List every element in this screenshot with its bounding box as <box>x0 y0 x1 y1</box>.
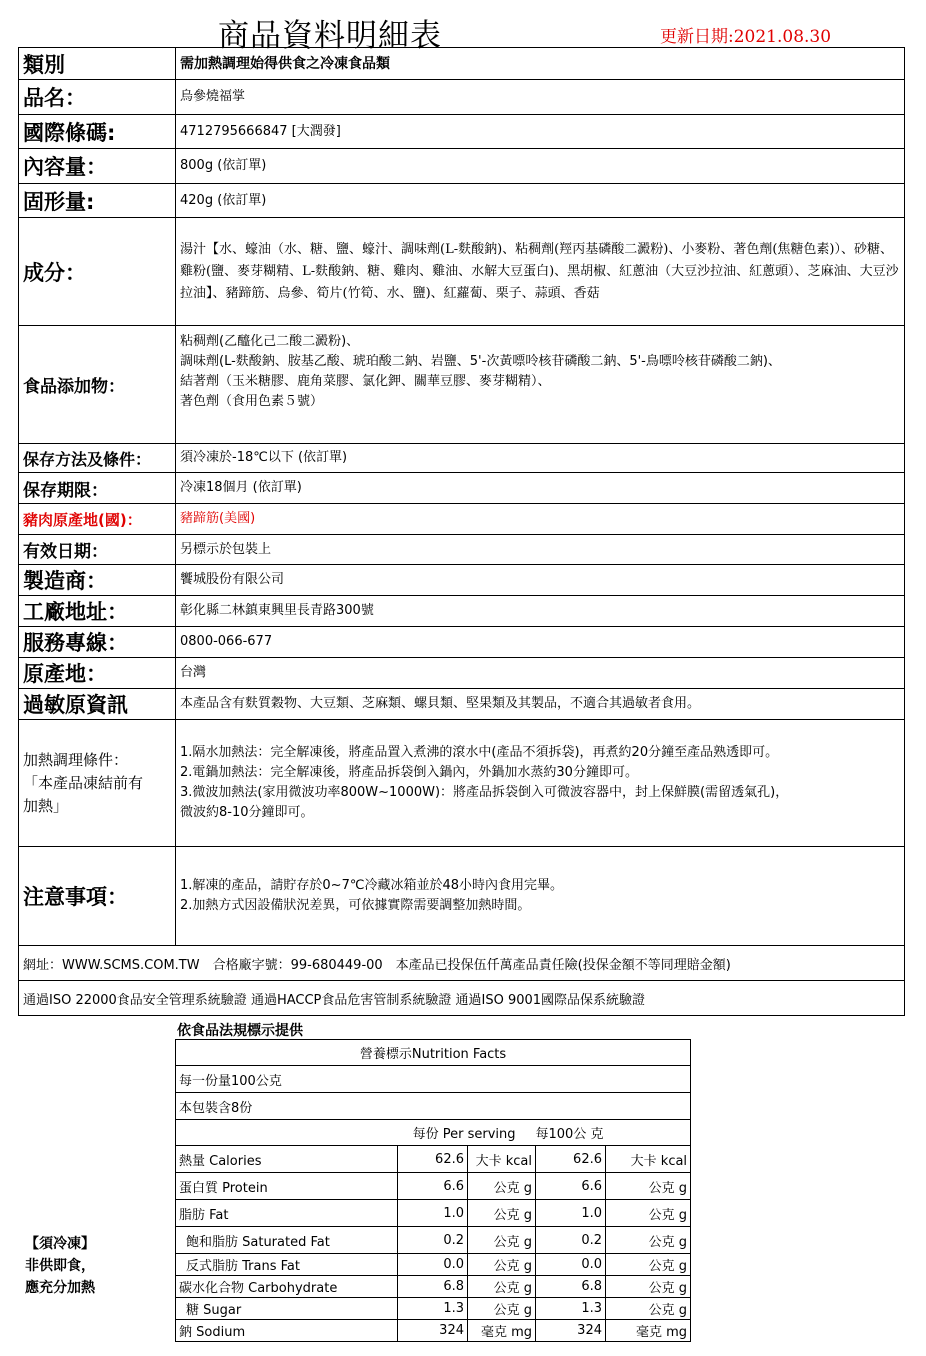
additive-line: 調味劑(L-麩酸鈉、胺基乙酸、琥珀酸二鈉、岩鹽、5'-次黃嘌呤核苷磷酸二鈉、5'-鳥嘌呤核苷磷酸二鈉)、 <box>180 354 781 369</box>
row-allergen <box>19 689 905 720</box>
serving-size: 每一份量100公克 <box>176 1066 691 1093</box>
per-100g-value: 6.8 <box>536 1276 606 1298</box>
nutrition-row <box>176 1227 691 1254</box>
row-certs <box>19 981 905 1016</box>
additive-line: 結著劑（玉米糖膠、鹿角菜膠、氯化鉀、關華豆膠、麥芽糊精）、 <box>180 374 551 389</box>
col-per-serving: 每份 Per serving <box>176 1120 536 1146</box>
per-serving-unit: 公克 g <box>468 1254 536 1276</box>
factory-value: 彰化縣二林鎮東興里長青路300號 <box>176 596 905 627</box>
per-serving-value: 6.6 <box>398 1173 468 1200</box>
cooking-line: 3.微波加熱法(家用微波功率800W~1000W)：將產品拆袋倒入可微波容器中，封上保鮮膜(需留透氣孔)， <box>180 785 789 800</box>
nutrition-row <box>176 1276 691 1298</box>
row-solid <box>19 184 905 218</box>
nutrient-name: 糖 Sugar <box>176 1298 398 1320</box>
nutrition-row <box>176 1173 691 1200</box>
row-factory <box>19 596 905 627</box>
per-serving-value: 1.0 <box>398 1200 468 1227</box>
nutrition-rows <box>176 1146 691 1342</box>
origin-label: 原產地： <box>19 658 176 689</box>
per-100g-unit: 公克 g <box>606 1200 691 1227</box>
solid-value: 420g (依訂單) <box>176 184 905 218</box>
per-serving-unit: 公克 g <box>468 1276 536 1298</box>
notes-label: 注意事項： <box>19 847 176 946</box>
per-serving-value: 62.6 <box>398 1146 468 1173</box>
nutrition-row <box>176 1146 691 1173</box>
nutrient-name: 飽和脂肪 Saturated Fat <box>176 1227 398 1254</box>
solid-label: 固形量: <box>19 184 176 218</box>
per-100g-value: 1.3 <box>536 1298 606 1320</box>
per-100g-unit: 公克 g <box>606 1254 691 1276</box>
nutrition-row <box>176 1254 691 1276</box>
additive-line: 粘稠劑(乙醯化己二酸二澱粉)、 <box>180 334 360 349</box>
per-100g-unit: 公克 g <box>606 1276 691 1298</box>
per-serving-value: 0.2 <box>398 1227 468 1254</box>
per-serving-value: 6.8 <box>398 1276 468 1298</box>
row-website <box>19 946 905 981</box>
cooking-label-line: 加熱」 <box>23 796 69 815</box>
maker-value: 饗城股份有限公司 <box>176 565 905 596</box>
row-service <box>19 627 905 658</box>
row-category <box>19 48 905 80</box>
per-100g-value: 324 <box>536 1320 606 1342</box>
row-notes <box>19 847 905 946</box>
notes-line: 1.解凍的產品，請貯存於0~7℃冷藏冰箱並於48小時內食用完畢。 <box>180 878 563 893</box>
additives-value <box>176 326 905 444</box>
side-note-line: 應充分加熱 <box>25 1280 95 1296</box>
per-100g-value: 62.6 <box>536 1146 606 1173</box>
ingredients-value: 湯汁【水、蠔油（水、糖、鹽、蠔汁、調味劑(L-麩酸鈉)、粘稠劑(羥丙基磷酸二澱粉)、小麥粉、著色劑(焦糖色素)）、砂糖、雞粉(鹽、麥芽糊精、L-麩酸鈉、糖、雞肉、雞油、水解大豆蛋白)、黑胡椒、紅蔥油（大豆沙拉油、紅蔥頭）、芝麻油、大豆沙拉油】、豬蹄筋、烏參、筍片(竹筍、水、鹽)、紅蘿蔔、栗子、蒜頭、香菇 <box>176 218 905 326</box>
per-serving-value: 0.0 <box>398 1254 468 1276</box>
cooking-label <box>19 720 176 847</box>
per-serving-value: 1.3 <box>398 1298 468 1320</box>
nutrition-row <box>176 1320 691 1342</box>
row-content <box>19 149 905 184</box>
notes-value <box>176 847 905 946</box>
service-label: 服務專線： <box>19 627 176 658</box>
col-per-100g: 每100公 克 <box>536 1120 691 1146</box>
per-serving-value: 324 <box>398 1320 468 1342</box>
per-100g-value: 1.0 <box>536 1200 606 1227</box>
factory-label: 工廠地址： <box>19 596 176 627</box>
per-serving-unit: 公克 g <box>468 1227 536 1254</box>
per-100g-value: 6.6 <box>536 1173 606 1200</box>
per-serving-unit: 大卡 kcal <box>468 1146 536 1173</box>
additive-line: 著色劑（食用色素５號） <box>180 394 324 409</box>
nutrition-row <box>176 1200 691 1227</box>
per-100g-value: 0.0 <box>536 1254 606 1276</box>
per-100g-unit: 公克 g <box>606 1298 691 1320</box>
row-expiry <box>19 535 905 565</box>
nutrient-name: 脂肪 Fat <box>176 1200 398 1227</box>
row-maker <box>19 565 905 596</box>
row-storage <box>19 444 905 473</box>
cooking-line: 微波約8-10分鐘即可。 <box>180 805 314 820</box>
per-serving-unit: 毫克 mg <box>468 1320 536 1342</box>
nutrient-name: 熱量 Calories <box>176 1146 398 1173</box>
allergen-value: 本產品含有麩質穀物、大豆類、芝麻類、螺貝類、堅果類及其製品，不適合其過敏者食用。 <box>176 689 905 720</box>
per-serving-unit: 公克 g <box>468 1173 536 1200</box>
nutrition-row <box>176 1298 691 1320</box>
row-ingredients <box>19 218 905 326</box>
side-note-line: 非供即食， <box>25 1258 95 1274</box>
per-serving-unit: 公克 g <box>468 1200 536 1227</box>
shelf-value: 冷凍18個月 (依訂單) <box>176 473 905 504</box>
ingredients-label: 成分： <box>19 218 176 326</box>
origin-value: 台灣 <box>176 658 905 689</box>
row-pork-origin <box>19 504 905 535</box>
expiry-label: 有效日期： <box>19 535 176 565</box>
pork-origin-label: 豬肉原產地(國)： <box>19 504 176 535</box>
per-100g-unit: 毫克 mg <box>606 1320 691 1342</box>
barcode-value: 4712795666847 [大潤發] <box>176 115 905 149</box>
maker-label: 製造商： <box>19 565 176 596</box>
row-additives <box>19 326 905 444</box>
nutrient-name: 蛋白質 Protein <box>176 1173 398 1200</box>
law-note: 依食品法規標示提供 <box>177 1023 303 1039</box>
pork-origin-value: 豬蹄筋(美國) <box>176 504 905 535</box>
row-barcode <box>19 115 905 149</box>
content-label: 內容量： <box>19 149 176 184</box>
row-shelf <box>19 473 905 504</box>
storage-label: 保存方法及條件： <box>19 444 176 473</box>
product-info-table <box>18 47 905 1016</box>
per-100g-value: 0.2 <box>536 1227 606 1254</box>
nutrition-table <box>175 1039 691 1342</box>
shelf-label: 保存期限： <box>19 473 176 504</box>
nutrient-name: 鈉 Sodium <box>176 1320 398 1342</box>
storage-value: 須冷凍於-18℃以下 (依訂單) <box>176 444 905 473</box>
barcode-label: 國際條碼: <box>19 115 176 149</box>
per-serving-unit: 公克 g <box>468 1298 536 1320</box>
row-cooking <box>19 720 905 847</box>
service-value: 0800-066-677 <box>176 627 905 658</box>
allergen-label: 過敏原資訊 <box>19 689 176 720</box>
row-name <box>19 80 905 115</box>
notes-line: 2.加熱方式因設備狀況差異，可依據實際需要調整加熱時間。 <box>180 898 531 913</box>
cooking-line: 2.電鍋加熱法：完全解凍後，將產品拆袋倒入鍋內，外鍋加水蒸約30分鐘即可。 <box>180 765 638 780</box>
cooking-label-line: 加熱調理條件： <box>23 750 129 769</box>
nutrient-name: 碳水化合物 Carbohydrate <box>176 1276 398 1298</box>
cooking-line: 1.隔水加熱法：完全解凍後，將產品置入煮沸的滾水中(產品不須拆袋)，再煮約20分鐘至產品熟透即可。 <box>180 745 779 760</box>
expiry-value: 另標示於包裝上 <box>176 535 905 565</box>
cooking-value <box>176 720 905 847</box>
per-100g-unit: 大卡 kcal <box>606 1146 691 1173</box>
row-origin <box>19 658 905 689</box>
side-note-line: 【須冷凍】 <box>25 1236 95 1252</box>
cooking-label-line: 「本產品凍結前有 <box>23 773 144 792</box>
nutrient-name: 反式脂肪 Trans Fat <box>176 1254 398 1276</box>
name-label: 品名： <box>19 80 176 115</box>
category-label: 類別 <box>19 48 176 80</box>
certifications: 通過ISO 22000食品安全管理系統驗證 通過HACCP食品危害管制系統驗證 通過ISO 9001國際品保系統驗證 <box>19 981 905 1016</box>
per-100g-unit: 公克 g <box>606 1173 691 1200</box>
additives-label: 食品添加物： <box>19 326 176 444</box>
name-value: 烏參燒福掌 <box>176 80 905 115</box>
content-value: 800g (依訂單) <box>176 149 905 184</box>
category-value: 需加熱調理始得供食之冷凍食品類 <box>176 48 905 80</box>
updated-date: 更新日期:2021.08.30 <box>660 27 832 47</box>
website-info: 網址：WWW.SCMS.COM.TW 合格廠字號：99-680449-00 本產品已投保伍仟萬產品責任險(投保金額不等同理賠金額) <box>19 946 905 981</box>
per-100g-unit: 公克 g <box>606 1227 691 1254</box>
page-title: 商品資料明細表 <box>218 18 442 54</box>
nutrition-title: 營養標示Nutrition Facts <box>176 1040 691 1066</box>
servings-per-package: 本包裝含8份 <box>176 1093 691 1120</box>
side-note <box>25 1233 95 1299</box>
